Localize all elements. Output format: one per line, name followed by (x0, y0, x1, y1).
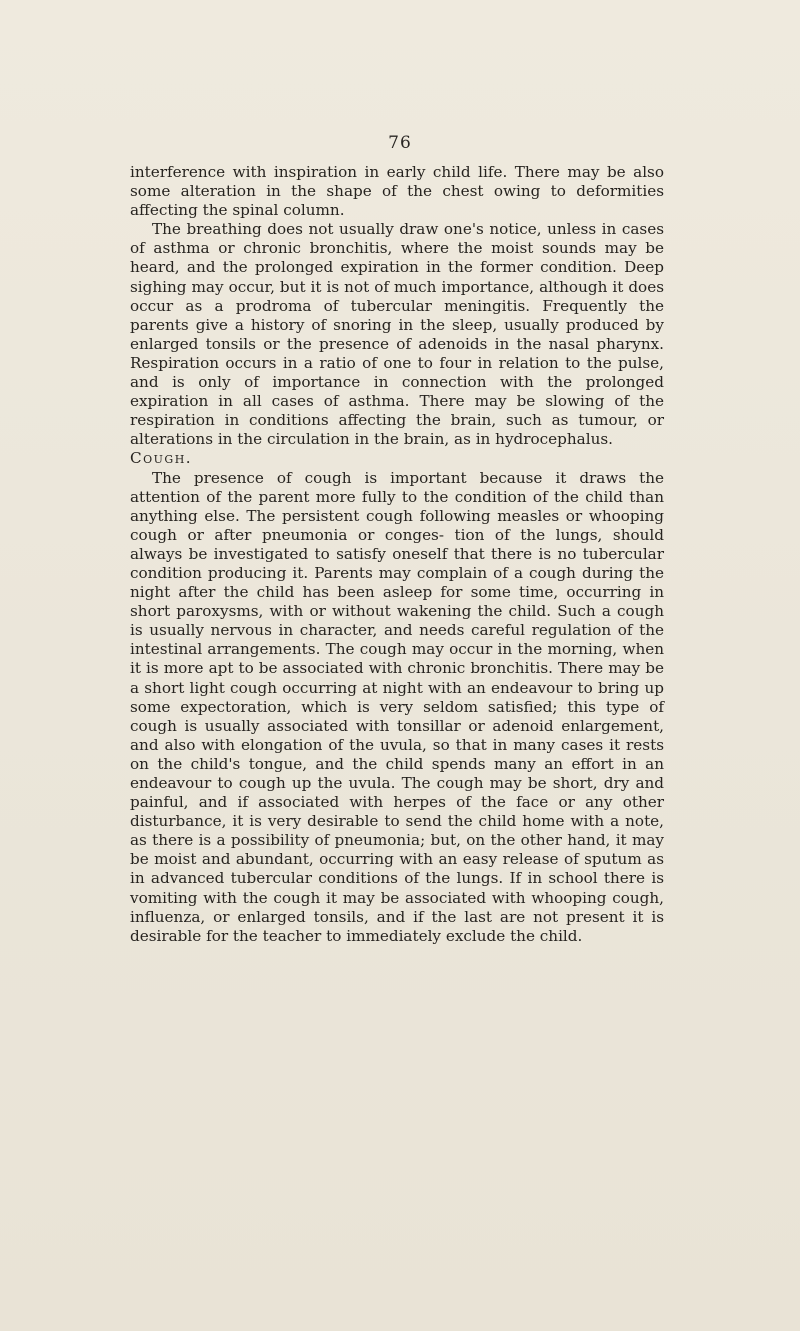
page-number: 76 (388, 133, 412, 153)
paragraph-continuation: interference with inspiration in early child life. There may be also some alteration in the shape of the chest owing to deformities affecting the spinal column. (130, 163, 664, 220)
section-heading-cough: Cough. (130, 449, 193, 468)
paragraph-cough: The presence of cough is important because it draws the attention of the parent more fully to the condition of the child than anything else. The persistent cough following measles or whooping cough or after pneumonia or conges- tion of the lungs, should always be investigated to satisfy oneself that there is no tubercular condition producing it. Parents may complain of a cough during the night after the child has been asleep for some time, occurring in short paroxysms, with or without wakening the child. Such a cough is usually nervous in character, and needs careful regulation of the intestinal arrangements. The cough may occur in the morning, when it is more apt to be associated with chronic bronchitis. There may be a short light cough occurring at night with an endeavour to bring up some expectoration, which is very seldom satisfied; this type of cough is usually associated with tonsillar or adenoid enlargement, and also with elongation of the uvula, so that in many cases it rests on the child's tongue, and the child spends many an effort in an endeavour to cough up the uvula. The cough may be short, dry and painful, and if associated with herpes of the face or any other disturbance, it is very desirable to send the child home with a note, as there is a possibility of pneumonia; but, on the other hand, it may be moist and abundant, occurring with an easy release of sputum as in advanced tubercular conditions of the lungs. If in school there is vomiting with the cough it may be associated with whooping cough, influenza, or enlarged tonsils, and if the last are not present it is desirable for the teacher to immediately exclude the child. (130, 468, 664, 945)
body-text (130, 163, 664, 946)
paragraph-breathing: The breathing does not usually draw one's notice, unless in cases of asthma or chronic bronchitis, where the moist sounds may be heard, and the prolonged expiration in the former condition. Deep sighing may occur, but it is not of much importance, although it does occur as a prodroma of tubercular meningitis. Frequently the parents give a history of snoring in the sleep, usually produced by enlarged tonsils or the presence of adenoids in the nasal pharynx. Respiration occurs in a ratio of one to four in relation to the pulse, and is only of importance in connection with the prolonged expiration in all cases of asthma. There may be slowing of the respiration in conditions affecting the brain, such as tumour, or alterations in the circulation in the brain, as in hydrocephalus. (130, 220, 664, 449)
